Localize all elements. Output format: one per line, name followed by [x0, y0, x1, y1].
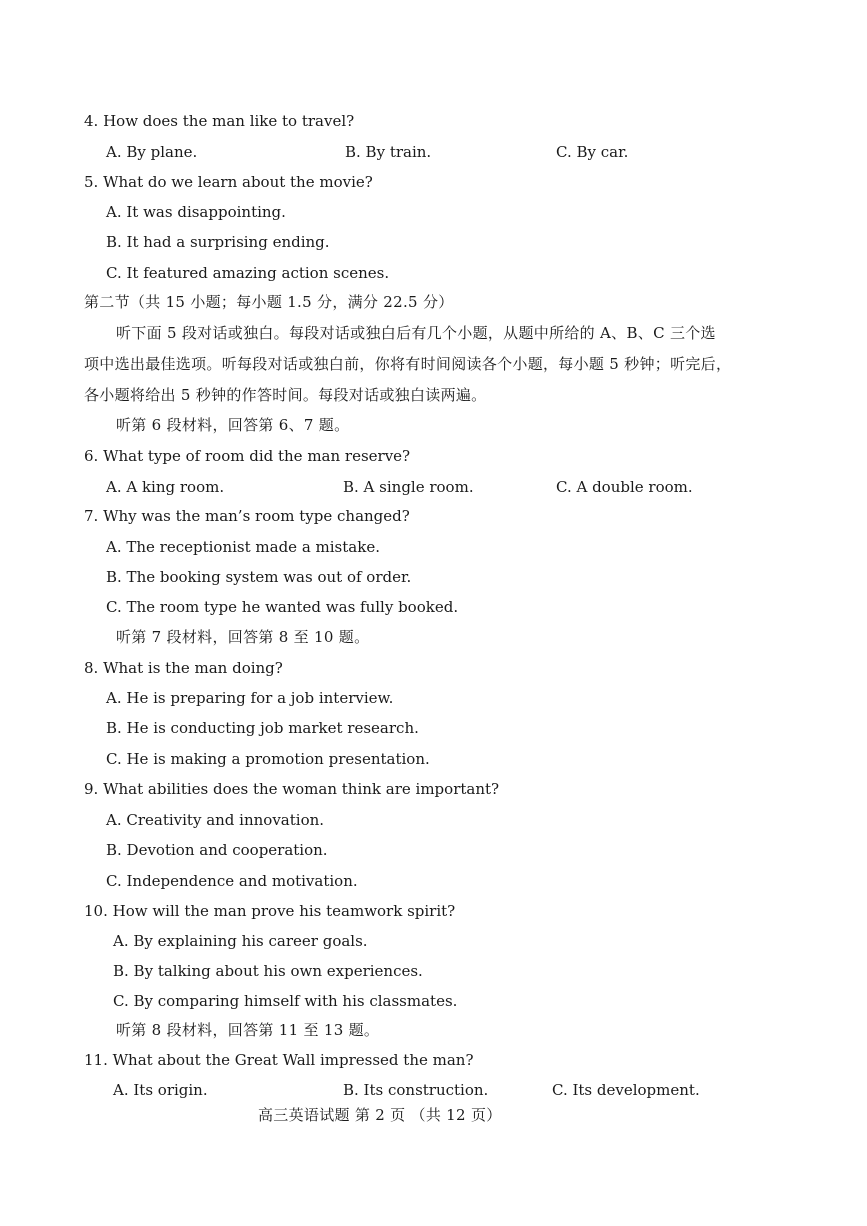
question-6-option-b: B. A single room.	[343, 478, 474, 496]
section-2-instruction-line-2: 项中选出最佳选项。听每段对话或独白前，你将有时间阅读各个小题，每小题 5 秒钟；听完后，	[84, 355, 732, 373]
question-9-option-c: C. Independence and motivation.	[106, 872, 358, 890]
question-4-option-a: A. By plane.	[106, 143, 198, 161]
question-10-option-c: C. By comparing himself with his classmates.	[113, 992, 458, 1010]
question-7-option-b: B. The booking system was out of order.	[106, 568, 412, 586]
page-footer: 高三英语试题 第 2 页 （共 12 页）	[258, 1106, 502, 1124]
question-10-option-b: B. By talking about his own experiences.	[113, 962, 423, 980]
section-2-instruction-line-3: 各小题将给出 5 秒钟的作答时间。每段对话或独白读两遍。	[84, 386, 487, 404]
question-5-option-c: C. It featured amazing action scenes.	[106, 264, 390, 282]
question-7-option-a: A. The receptionist made a mistake.	[106, 538, 380, 556]
question-6-option-a: A. A king room.	[106, 478, 225, 496]
question-5-stem: 5. What do we learn about the movie?	[84, 173, 373, 191]
question-9-option-b: B. Devotion and cooperation.	[106, 841, 328, 859]
question-10-option-a: A. By explaining his career goals.	[113, 932, 368, 950]
question-5-option-a: A. It was disappointing.	[106, 203, 286, 221]
question-9-option-a: A. Creativity and innovation.	[106, 811, 325, 829]
question-11-option-a: A. Its origin.	[113, 1081, 208, 1099]
question-11-option-b: B. Its construction.	[343, 1081, 489, 1099]
question-4-option-c: C. By car.	[556, 143, 629, 161]
question-7-stem: 7. Why was the man’s room type changed?	[84, 507, 410, 525]
question-4-stem: 4. How does the man like to travel?	[84, 112, 355, 130]
question-11-stem: 11. What about the Great Wall impressed the man?	[84, 1051, 474, 1069]
question-8-option-a: A. He is preparing for a job interview.	[106, 689, 394, 707]
question-8-stem: 8. What is the man doing?	[84, 659, 283, 677]
question-9-stem: 9. What abilities does the woman think are important?	[84, 780, 500, 798]
question-8-option-b: B. He is conducting job market research.	[106, 719, 419, 737]
question-11-option-c: C. Its development.	[552, 1081, 700, 1099]
question-5-option-b: B. It had a surprising ending.	[106, 233, 330, 251]
question-8-option-c: C. He is making a promotion presentation.	[106, 750, 430, 768]
question-4-option-b: B. By train.	[345, 143, 432, 161]
question-6-option-c: C. A double room.	[556, 478, 693, 496]
passage-8-label: 听第 8 段材料，回答第 11 至 13 题。	[116, 1021, 380, 1039]
passage-6-label: 听第 6 段材料，回答第 6、7 题。	[116, 416, 350, 434]
passage-7-label: 听第 7 段材料，回答第 8 至 10 题。	[116, 628, 370, 646]
question-10-stem: 10. How will the man prove his teamwork spirit?	[84, 902, 456, 920]
section-2-heading: 第二节（共 15 小题；每小题 1.5 分，满分 22.5 分）	[84, 293, 454, 311]
section-2-instruction-line-1: 听下面 5 段对话或独白。每段对话或独白后有几个小题，从题中所给的 A、B、C 三个选	[116, 324, 716, 342]
question-7-option-c: C. The room type he wanted was fully booked.	[106, 598, 459, 616]
question-6-stem: 6. What type of room did the man reserve?	[84, 447, 411, 465]
